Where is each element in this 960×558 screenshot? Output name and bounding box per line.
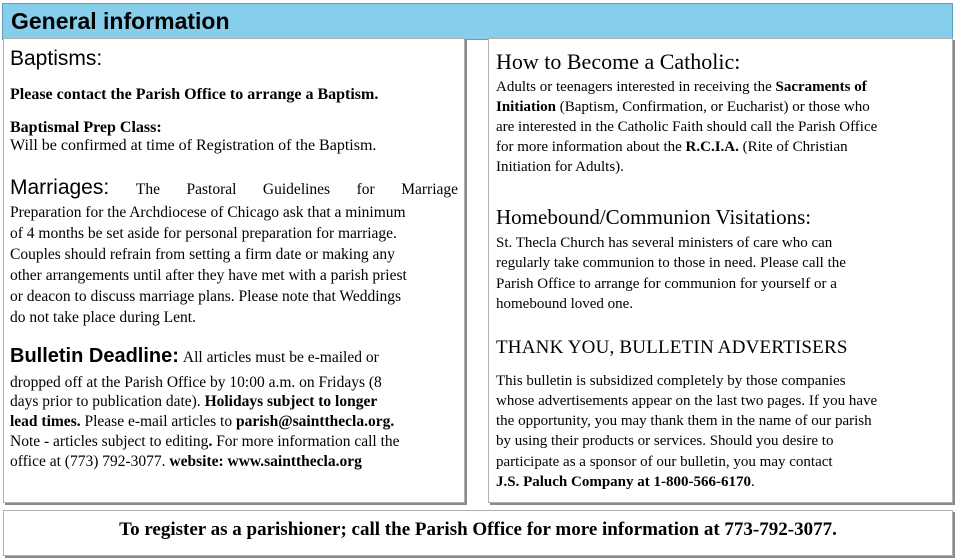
bulletin-line-1 bbox=[10, 345, 379, 368]
marriages-line-4: Couples should refrain from setting a firm date or making any bbox=[10, 246, 395, 263]
bulletin-line-5 bbox=[10, 431, 400, 452]
advertisers-line-2: whose advertisements appear on the last two pages. If you have bbox=[496, 393, 878, 409]
homebound-line-1: St. Thecla Church has several ministers of care who can bbox=[496, 235, 833, 251]
email-link[interactable]: parish@saintthecla.org. bbox=[235, 413, 395, 430]
baptismal-prep-label: Baptismal Prep Class: bbox=[10, 119, 162, 136]
office-phone: office at (773) 792-3077. bbox=[10, 453, 166, 470]
marriages-line-3: of 4 months be set aside for personal preparation for marriage. bbox=[10, 225, 397, 242]
homebound-line-4: homebound loved one. bbox=[496, 296, 634, 312]
advertisers-line-5: participate as a sponsor of our bulletin, you may contact bbox=[496, 454, 833, 470]
paluch-contact-period: . bbox=[751, 474, 755, 490]
catholic-line-1 bbox=[496, 77, 867, 97]
catholic-line-4 bbox=[496, 137, 848, 157]
lead-times: lead times. bbox=[10, 413, 81, 430]
email-prompt: Please e-mail articles to bbox=[84, 413, 233, 430]
register-banner bbox=[3, 510, 953, 556]
advertisers-heading: THANK YOU, BULLETIN ADVERTISERS bbox=[496, 337, 848, 358]
marriages-line-5: other arrangements until after they have met with a parish priest bbox=[10, 267, 407, 284]
bulletin-line-4 bbox=[10, 411, 394, 432]
bulletin-line-3-text: days prior to publication date). bbox=[10, 393, 201, 410]
marriages-line-6: or deacon to discuss marriage plans. Please note that Weddings bbox=[10, 288, 402, 305]
initiation-label: Initiation bbox=[496, 99, 557, 115]
baptisms-contact: Please contact the Parish Office to arrange a Baptism. bbox=[10, 86, 379, 103]
header-bar bbox=[2, 3, 953, 40]
marriages-heading: Marriages: bbox=[10, 176, 110, 199]
rcia-label: R.C.I.A. bbox=[685, 139, 739, 155]
marriages-line-1 bbox=[10, 176, 458, 200]
catholic-line-4-rest: (Rite of Christian bbox=[742, 139, 848, 155]
left-info-box bbox=[3, 38, 465, 503]
marriages-line-7: do not take place during Lent. bbox=[10, 309, 196, 326]
catholic-line-2-text: (Baptism, Confirmation, or Eucharist) or those who bbox=[559, 99, 870, 115]
page-title: General information bbox=[11, 8, 230, 34]
right-info-box bbox=[488, 38, 953, 503]
marriages-line-2: Preparation for the Archdiocese of Chicago ask that a minimum bbox=[10, 204, 406, 221]
bulletin-line-2: dropped off at the Parish Office by 10:00 a.m. on Fridays (8 bbox=[10, 374, 382, 391]
catholic-line-3: are interested in the Catholic Faith should call the Parish Office bbox=[496, 119, 878, 135]
marriages-text: The Pastoral Guidelines for Marriage bbox=[135, 181, 459, 198]
holidays-notice: Holidays subject to longer bbox=[204, 393, 378, 410]
baptisms-heading: Baptisms: bbox=[10, 47, 103, 70]
catholic-heading: How to Become a Catholic: bbox=[496, 49, 741, 74]
bulletin-line-6 bbox=[10, 451, 362, 472]
advertisers-line-6 bbox=[496, 472, 755, 492]
more-info-text: For more information call the bbox=[216, 433, 400, 450]
baptismal-prep-text: Will be confirmed at time of Registration of the Baptism. bbox=[10, 137, 377, 154]
catholic-line-5: Initiation for Adults). bbox=[496, 159, 624, 175]
bulletin-text: All articles must be e-mailed or bbox=[182, 349, 379, 366]
paluch-contact: J.S. Paluch Company at 1-800-566-6170 bbox=[496, 474, 752, 490]
advertisers-line-4: by using their products or services. Should you desire to bbox=[496, 433, 834, 449]
bulletin-heading: Bulletin Deadline: bbox=[10, 345, 179, 367]
editing-note: Note - articles subject to editing bbox=[10, 433, 209, 450]
website-link[interactable]: website: www.saintthecla.org bbox=[169, 453, 362, 470]
sacraments-label: Sacraments of bbox=[775, 79, 867, 95]
homebound-line-3: Parish Office to arrange for communion for yourself or a bbox=[496, 276, 837, 292]
editing-note-period: . bbox=[208, 433, 213, 450]
advertisers-line-1: This bulletin is subsidized completely by those companies bbox=[496, 373, 846, 389]
catholic-line-4-text: for more information about the bbox=[496, 139, 682, 155]
catholic-line-2 bbox=[496, 97, 870, 117]
homebound-line-2: regularly take communion to those in need. Please call the bbox=[496, 255, 846, 271]
advertisers-line-3: the opportunity, you may thank them in the name of our parish bbox=[496, 413, 872, 429]
catholic-line-1-text: Adults or teenagers interested in receiving the bbox=[496, 79, 772, 95]
bulletin-line-3 bbox=[10, 391, 377, 412]
homebound-heading: Homebound/Communion Visitations: bbox=[496, 205, 812, 229]
register-text: To register as a parishioner; call the Parish Office for more information at 773-792-3077. bbox=[119, 519, 837, 540]
